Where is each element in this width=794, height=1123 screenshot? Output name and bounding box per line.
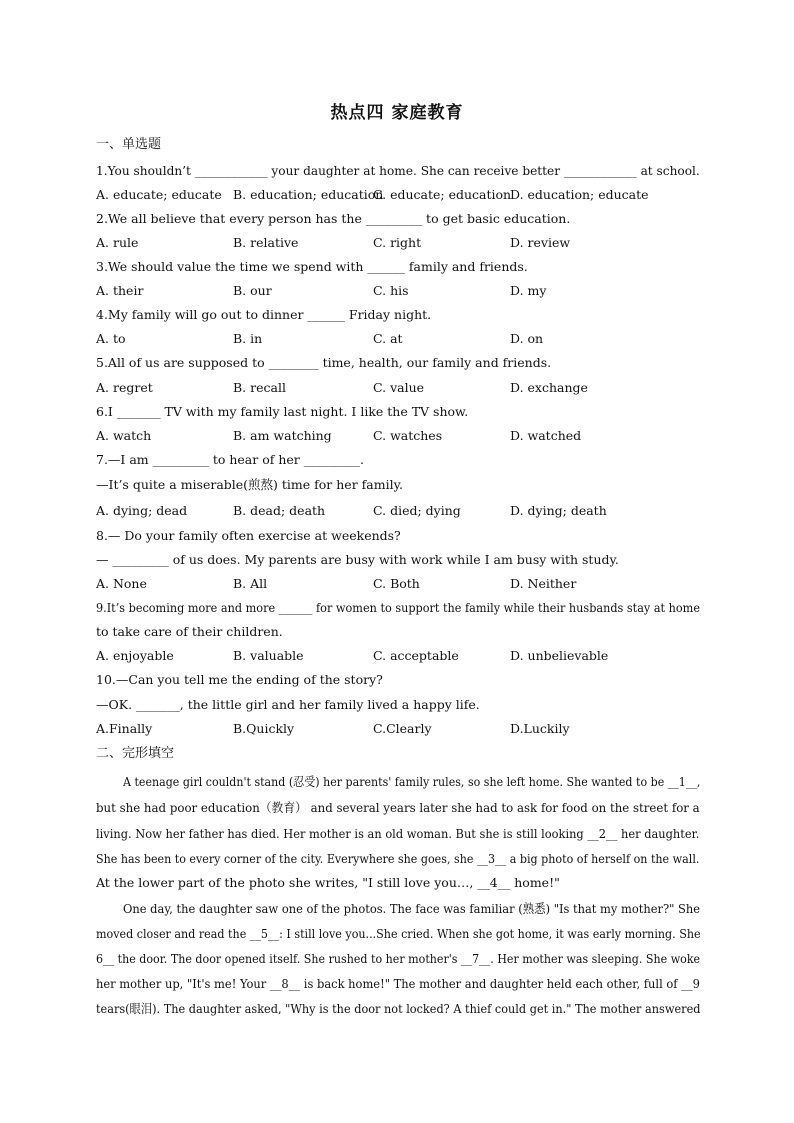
question-3-option-c[interactable]: C. his xyxy=(373,283,409,298)
question-10-option-d[interactable]: D.Luckily xyxy=(510,721,570,736)
question-5-option-c[interactable]: C. value xyxy=(373,380,425,395)
question-4-option-c[interactable]: C. at xyxy=(373,331,403,346)
question-5-option-d[interactable]: D. exchange xyxy=(510,380,588,395)
question-9-option-b[interactable]: B. valuable xyxy=(233,648,304,663)
section-heading-cloze: 二、完形填空 xyxy=(96,746,175,761)
question-8-option-a[interactable]: A. None xyxy=(96,576,147,591)
question-4-option-d[interactable]: D. on xyxy=(510,331,544,346)
section-heading-single-choice: 一、单选题 xyxy=(96,137,162,152)
question-9-stem-continued: to take care of their children. xyxy=(96,624,283,639)
passage-line-6: One day, the daughter saw one of the photos. The face was familiar (熟悉) "Is that my mother?" She xyxy=(123,901,701,916)
question-8-option-c[interactable]: C. Both xyxy=(373,576,420,591)
question-4-stem: 4.My family will go out to dinner ______ Friday night. xyxy=(96,307,432,322)
question-6-option-c[interactable]: C. watches xyxy=(373,428,443,443)
question-7-stem: 7.—I am _________ to hear of her _________. xyxy=(96,452,364,467)
question-1-option-a[interactable]: A. educate; educate xyxy=(96,187,222,202)
question-7-option-a[interactable]: A. dying; dead xyxy=(96,503,188,518)
question-1-option-c[interactable]: C. educate; education xyxy=(373,187,512,202)
question-6-option-a[interactable]: A. watch xyxy=(96,428,152,443)
question-2-option-b[interactable]: B. relative xyxy=(233,235,299,250)
question-2-option-d[interactable]: D. review xyxy=(510,235,571,250)
question-8-stem: 8.— Do your family often exercise at weekends? xyxy=(96,528,401,543)
question-2-stem: 2.We all believe that every person has the _________ to get basic education. xyxy=(96,211,571,226)
passage-line-4: She has been to every corner of the city. Everywhere she goes, she __3__ a big photo of herself on the wall. xyxy=(96,851,700,866)
passage-line-9: her mother up, "It's me! Your __8__ is back home!" The mother and daughter held each other, full of __9 xyxy=(96,976,700,991)
question-9-stem: 9.It’s becoming more and more ______ for women to support the family while their husbands stay at home xyxy=(96,600,700,615)
question-10-option-c[interactable]: C.Clearly xyxy=(373,721,432,736)
question-3-option-a[interactable]: A. their xyxy=(96,283,144,298)
question-7-option-b[interactable]: B. dead; death xyxy=(233,503,326,518)
page-title: 热点四 家庭教育 xyxy=(330,103,464,123)
question-9-option-c[interactable]: C. acceptable xyxy=(373,648,459,663)
question-1-option-d[interactable]: D. education; educate xyxy=(510,187,649,202)
question-7-response: —It’s quite a miserable(煎熬) time for her family. xyxy=(96,477,403,492)
question-3-option-d[interactable]: D. my xyxy=(510,283,547,298)
question-4-option-b[interactable]: B. in xyxy=(233,331,263,346)
question-10-stem: 10.—Can you tell me the ending of the story? xyxy=(96,672,383,687)
question-10-response: —OK. _______, the little girl and her family lived a happy life. xyxy=(96,697,480,712)
question-5-stem: 5.All of us are supposed to ________ time, health, our family and friends. xyxy=(96,355,552,370)
question-6-option-b[interactable]: B. am watching xyxy=(233,428,332,443)
question-10-option-b[interactable]: B.Quickly xyxy=(233,721,295,736)
question-8-response: — _________ of us does. My parents are busy with work while I am busy with study. xyxy=(96,552,619,567)
question-2-option-a[interactable]: A. rule xyxy=(96,235,139,250)
passage-line-3: living. Now her father has died. Her mother is an old woman. But she is still looking __2__ her daughter. xyxy=(96,826,700,841)
passage-line-7: moved closer and read the __5__: I still love you...She cried. When she got home, it was early morning. She xyxy=(96,926,701,941)
question-5-option-a[interactable]: A. regret xyxy=(96,380,153,395)
passage-line-1: A teenage girl couldn't stand (忍受) her parents' family rules, so she left home. She wanted to be __1__, xyxy=(123,774,701,789)
question-2-option-c[interactable]: C. right xyxy=(373,235,422,250)
question-1-option-b[interactable]: B. education; education xyxy=(233,187,384,202)
question-9-option-a[interactable]: A. enjoyable xyxy=(96,648,174,663)
question-6-option-d[interactable]: D. watched xyxy=(510,428,582,443)
question-10-option-a[interactable]: A.Finally xyxy=(96,721,153,736)
question-7-option-d[interactable]: D. dying; death xyxy=(510,503,607,518)
question-3-stem: 3.We should value the time we spend with ______ family and friends. xyxy=(96,259,528,274)
passage-line-2: but she had poor education（教育） and several years later she had to ask for food on the street for a xyxy=(96,800,700,815)
question-5-option-b[interactable]: B. recall xyxy=(233,380,286,395)
passage-line-8: 6__ the door. The door opened itself. She rushed to her mother's __7__. Her mother was sleeping. She woke xyxy=(96,951,701,966)
question-8-option-b[interactable]: B. All xyxy=(233,576,268,591)
question-6-stem: 6.I _______ TV with my family last night. I like the TV show. xyxy=(96,404,469,419)
question-9-option-d[interactable]: D. unbelievable xyxy=(510,648,609,663)
question-3-option-b[interactable]: B. our xyxy=(233,283,272,298)
passage-line-5: At the lower part of the photo she writes, "I still love you…, __4__ home!" xyxy=(96,875,560,890)
passage-line-10: tears(眼泪). The daughter asked, "Why is the door not locked? A thief could get in." The mother answered xyxy=(96,1001,701,1016)
question-7-option-c[interactable]: C. died; dying xyxy=(373,503,461,518)
question-1-stem: 1.You shouldn’t ____________ your daughter at home. She can receive better ____________ at school. xyxy=(96,163,700,178)
question-4-option-a[interactable]: A. to xyxy=(96,331,126,346)
question-8-option-d[interactable]: D. Neither xyxy=(510,576,577,591)
